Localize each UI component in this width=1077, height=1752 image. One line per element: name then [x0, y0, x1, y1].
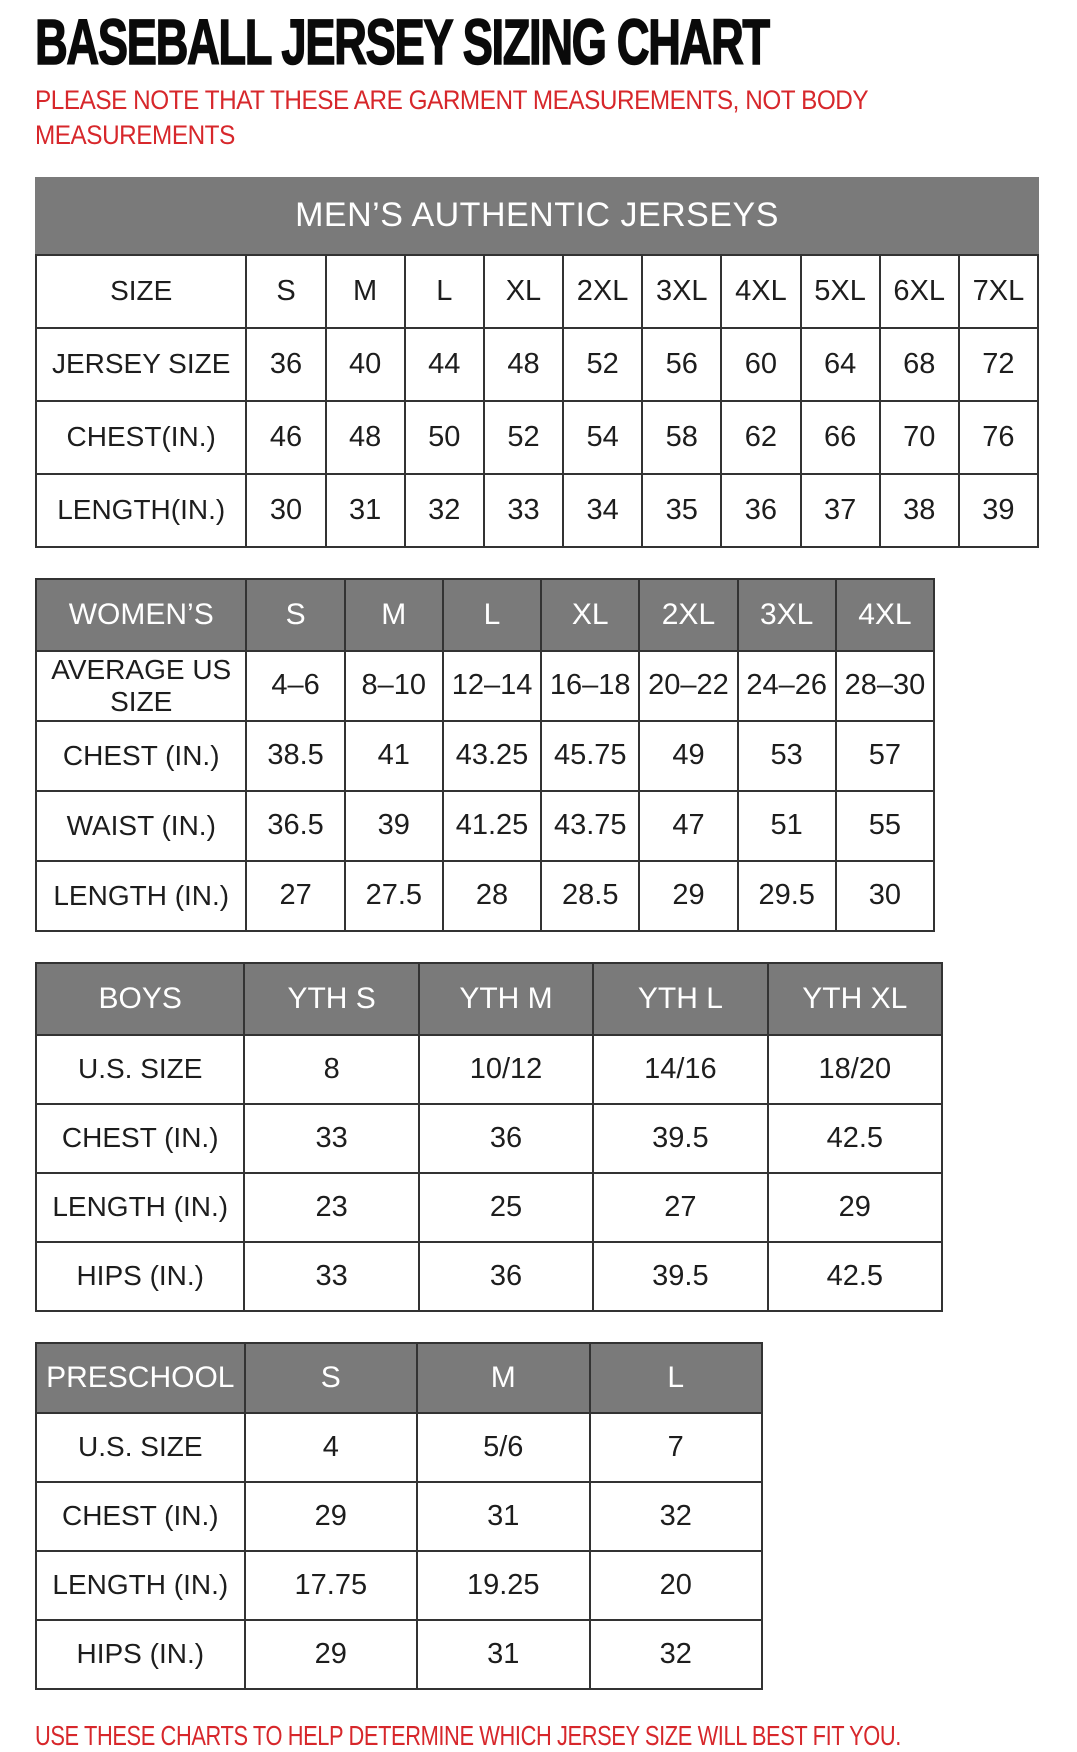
womens-data-cell: 51	[738, 791, 836, 861]
boys-row-label: HIPS (IN.)	[36, 1242, 244, 1311]
mens-data-cell: 35	[642, 474, 721, 547]
preschool-sizing-table	[35, 1342, 763, 1690]
preschool-data-cell: 7	[590, 1413, 763, 1482]
womens-data-cell: 4–6	[246, 651, 344, 721]
mens-data-cell: 36	[246, 328, 325, 401]
boys-col-header: YTH M	[419, 963, 593, 1035]
mens-data-cell: 37	[801, 474, 880, 547]
mens-data-cell: S	[246, 255, 325, 328]
mens-data-cell: 32	[405, 474, 484, 547]
mens-data-cell: 31	[326, 474, 405, 547]
mens-data-cell: 50	[405, 401, 484, 474]
mens-data-cell: 56	[642, 328, 721, 401]
womens-data-cell: 20–22	[639, 651, 737, 721]
mens-data-cell: 34	[563, 474, 642, 547]
mens-data-cell: 62	[721, 401, 800, 474]
womens-data-cell: 41.25	[443, 791, 541, 861]
preschool-data-cell: 17.75	[245, 1551, 417, 1620]
mens-sizing-table	[35, 177, 1039, 548]
womens-data-cell: 27.5	[345, 861, 443, 931]
mens-data-cell: 7XL	[959, 255, 1038, 328]
boys-col-header: YTH XL	[768, 963, 942, 1035]
womens-data-cell: 28–30	[836, 651, 934, 721]
boys-data-cell: 33	[244, 1242, 418, 1311]
boys-header-label: BOYS	[36, 963, 244, 1035]
boys-data-cell: 23	[244, 1173, 418, 1242]
boys-data-cell: 27	[593, 1173, 767, 1242]
mens-data-cell: 70	[880, 401, 959, 474]
womens-sizing-table	[35, 578, 935, 932]
womens-col-header: 3XL	[738, 579, 836, 651]
mens-row-label: LENGTH(IN.)	[36, 474, 246, 547]
boys-col-header: YTH S	[244, 963, 418, 1035]
preschool-header-label: PRESCHOOL	[36, 1343, 245, 1413]
boys-data-cell: 25	[419, 1173, 593, 1242]
mens-data-cell: 33	[484, 474, 563, 547]
preschool-data-cell: 32	[590, 1620, 763, 1689]
boys-row-label: U.S. SIZE	[36, 1035, 244, 1104]
womens-data-cell: 47	[639, 791, 737, 861]
boys-data-cell: 18/20	[768, 1035, 942, 1104]
mens-data-cell: 39	[959, 474, 1038, 547]
mens-data-cell: 3XL	[642, 255, 721, 328]
womens-data-cell: 16–18	[541, 651, 639, 721]
womens-data-cell: 8–10	[345, 651, 443, 721]
boys-data-cell: 8	[244, 1035, 418, 1104]
womens-row-label: CHEST (IN.)	[36, 721, 246, 791]
preschool-row-label: CHEST (IN.)	[36, 1482, 245, 1551]
mens-data-cell: 66	[801, 401, 880, 474]
boys-data-cell: 42.5	[768, 1104, 942, 1173]
boys-col-header: YTH L	[593, 963, 767, 1035]
mens-row-label: JERSEY SIZE	[36, 328, 246, 401]
womens-data-cell: 49	[639, 721, 737, 791]
womens-data-cell: 55	[836, 791, 934, 861]
boys-sizing-table	[35, 962, 943, 1312]
womens-col-header: S	[246, 579, 344, 651]
preschool-data-cell: 19.25	[417, 1551, 589, 1620]
womens-data-cell: 38.5	[246, 721, 344, 791]
preschool-col-header: S	[245, 1343, 417, 1413]
mens-data-cell: 52	[563, 328, 642, 401]
mens-data-cell: 46	[246, 401, 325, 474]
womens-row-label: LENGTH (IN.)	[36, 861, 246, 931]
womens-row-label: AVERAGE US SIZE	[36, 651, 246, 721]
boys-row-label: LENGTH (IN.)	[36, 1173, 244, 1242]
mens-data-cell: 52	[484, 401, 563, 474]
mens-data-cell: M	[326, 255, 405, 328]
womens-col-header: M	[345, 579, 443, 651]
womens-data-cell: 30	[836, 861, 934, 931]
preschool-col-header: M	[417, 1343, 589, 1413]
preschool-data-cell: 29	[245, 1482, 417, 1551]
womens-col-header: L	[443, 579, 541, 651]
womens-data-cell: 53	[738, 721, 836, 791]
mens-data-cell: 2XL	[563, 255, 642, 328]
womens-data-cell: 28	[443, 861, 541, 931]
womens-col-header: XL	[541, 579, 639, 651]
preschool-row-label: U.S. SIZE	[36, 1413, 245, 1482]
womens-data-cell: 36.5	[246, 791, 344, 861]
preschool-data-cell: 32	[590, 1482, 763, 1551]
mens-data-cell: 40	[326, 328, 405, 401]
womens-header-label: WOMEN’S	[36, 579, 246, 651]
womens-data-cell: 28.5	[541, 861, 639, 931]
boys-data-cell: 39.5	[593, 1242, 767, 1311]
boys-data-cell: 10/12	[419, 1035, 593, 1104]
boys-data-cell: 14/16	[593, 1035, 767, 1104]
womens-data-cell: 43.75	[541, 791, 639, 861]
womens-row-label: WAIST (IN.)	[36, 791, 246, 861]
womens-data-cell: 29	[639, 861, 737, 931]
womens-col-header: 4XL	[836, 579, 934, 651]
garment-measurement-note: PLEASE NOTE THAT THESE ARE GARMENT MEASUREMENTS, NOT BODY MEASUREMENTS	[35, 84, 868, 150]
mens-data-cell: 48	[484, 328, 563, 401]
preschool-col-header: L	[590, 1343, 763, 1413]
mens-row-label: SIZE	[36, 255, 246, 328]
boys-data-cell: 36	[419, 1242, 593, 1311]
page-title: BASEBALL JERSEY SIZING CHART	[35, 6, 769, 78]
mens-data-cell: 58	[642, 401, 721, 474]
womens-col-header: 2XL	[639, 579, 737, 651]
mens-data-cell: 38	[880, 474, 959, 547]
boys-data-cell: 42.5	[768, 1242, 942, 1311]
womens-data-cell: 43.25	[443, 721, 541, 791]
mens-data-cell: 36	[721, 474, 800, 547]
preschool-data-cell: 4	[245, 1413, 417, 1482]
mens-row-label: CHEST(IN.)	[36, 401, 246, 474]
preschool-data-cell: 29	[245, 1620, 417, 1689]
mens-data-cell: 44	[405, 328, 484, 401]
womens-data-cell: 45.75	[541, 721, 639, 791]
boys-data-cell: 29	[768, 1173, 942, 1242]
womens-data-cell: 41	[345, 721, 443, 791]
preschool-data-cell: 20	[590, 1551, 763, 1620]
womens-data-cell: 12–14	[443, 651, 541, 721]
mens-table-title: MEN’S AUTHENTIC JERSEYS	[35, 177, 1039, 254]
mens-data-cell: 5XL	[801, 255, 880, 328]
mens-data-cell: 30	[246, 474, 325, 547]
mens-data-cell: 72	[959, 328, 1038, 401]
mens-data-cell: 76	[959, 401, 1038, 474]
mens-data-cell: 64	[801, 328, 880, 401]
preschool-row-label: HIPS (IN.)	[36, 1620, 245, 1689]
mens-data-cell: 68	[880, 328, 959, 401]
mens-data-cell: 60	[721, 328, 800, 401]
fit-advice-note: USE THESE CHARTS TO HELP DETERMINE WHICH JERSEY SIZE WILL BEST FIT YOU.	[35, 1719, 901, 1751]
mens-data-cell: 54	[563, 401, 642, 474]
boys-data-cell: 36	[419, 1104, 593, 1173]
womens-data-cell: 29.5	[738, 861, 836, 931]
womens-data-cell: 27	[246, 861, 344, 931]
boys-data-cell: 33	[244, 1104, 418, 1173]
mens-data-cell: 6XL	[880, 255, 959, 328]
mens-data-cell: XL	[484, 255, 563, 328]
womens-data-cell: 57	[836, 721, 934, 791]
womens-data-cell: 39	[345, 791, 443, 861]
preschool-data-cell: 31	[417, 1482, 589, 1551]
preschool-data-cell: 5/6	[417, 1413, 589, 1482]
preschool-data-cell: 31	[417, 1620, 589, 1689]
mens-data-cell: 4XL	[721, 255, 800, 328]
boys-data-cell: 39.5	[593, 1104, 767, 1173]
mens-data-cell: L	[405, 255, 484, 328]
boys-row-label: CHEST (IN.)	[36, 1104, 244, 1173]
preschool-row-label: LENGTH (IN.)	[36, 1551, 245, 1620]
womens-data-cell: 24–26	[738, 651, 836, 721]
mens-data-cell: 48	[326, 401, 405, 474]
